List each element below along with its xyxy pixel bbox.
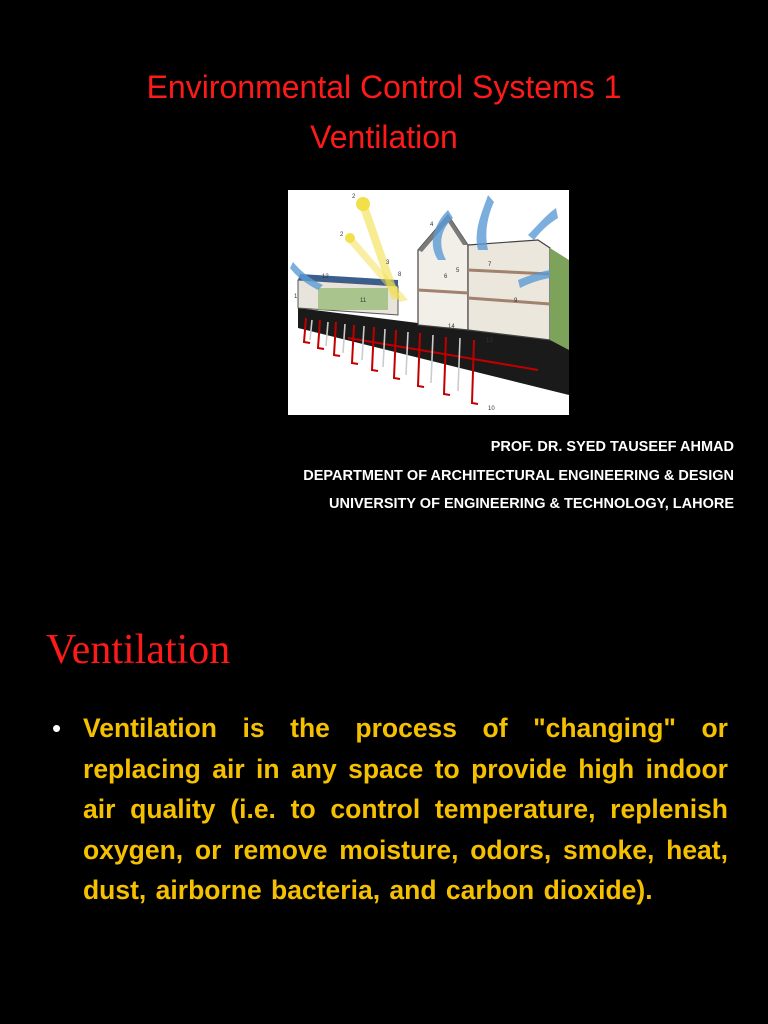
building-section-drawing: [288, 190, 569, 415]
svg-text:12: 12: [322, 274, 329, 280]
svg-text:14: 14: [448, 324, 455, 330]
svg-text:1: 1: [294, 294, 298, 300]
bullet-text: Ventilation is the process of "changing" or replacing air in any space to provide high indoor air quality (i.e. to control temperature, replenish oxygen, or remove moisture, odors, smoke, heat, dust, airborne bacteria, and carbon dioxide).: [83, 713, 728, 906]
svg-text:10: 10: [488, 406, 495, 412]
university-name: UNIVERSITY OF ENGINEERING & TECHNOLOGY, LAHORE: [329, 496, 734, 512]
author-name: PROF. DR. SYED TAUSEEF AHMAD: [490, 439, 734, 455]
svg-text:2: 2: [352, 194, 356, 200]
svg-text:8: 8: [398, 272, 402, 278]
bullet-icon: •: [52, 713, 62, 743]
svg-text:5: 5: [456, 268, 460, 274]
green-garden: [318, 288, 388, 310]
slide-heading: Ventilation: [46, 627, 231, 673]
content-slide: [0, 600, 768, 1024]
svg-text:11: 11: [360, 298, 367, 304]
title-line-2: Ventilation: [310, 119, 458, 155]
svg-text:3: 3: [386, 260, 390, 266]
svg-text:7: 7: [488, 262, 492, 268]
svg-text:9: 9: [514, 298, 518, 304]
green-wall: [550, 248, 569, 350]
department-name: DEPARTMENT OF ARCHITECTURAL ENGINEERING & DESIGN: [303, 467, 734, 484]
svg-text:2: 2: [340, 232, 344, 238]
building-ventilation-illustration: [288, 190, 569, 415]
svg-text:4: 4: [430, 222, 434, 228]
main-block: [468, 240, 550, 340]
svg-text:6: 6: [444, 274, 448, 280]
title-line-1: Environmental Control Systems 1: [146, 69, 622, 105]
bullet-list: [48, 708, 728, 911]
bullet-item: [48, 708, 728, 911]
slide-title: [0, 62, 768, 162]
svg-text:13: 13: [486, 338, 493, 344]
presenter-credits: [303, 433, 734, 519]
